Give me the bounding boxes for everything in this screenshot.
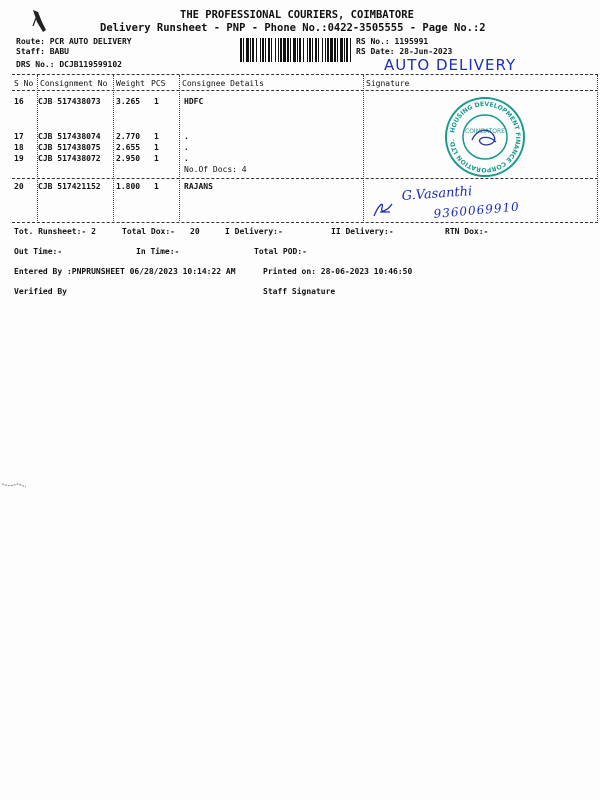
barcode-bar [260,38,261,62]
barcode-bar [322,38,323,62]
row-18-details: . [184,143,189,152]
signature-name: G.Vasanthi [401,184,473,204]
tot-runsheet: Tot. Runsheet:- 2 [14,227,96,236]
row-18-pcs: 1 [154,143,159,152]
barcode-bar [293,38,296,62]
row-17-weight: 2.770 [116,132,141,141]
barcode-bar [271,38,272,62]
barcode-bar [287,38,289,62]
barcode-bar [297,38,298,62]
printed-on: Printed on: 28-06-2023 10:46:50 [263,267,413,276]
barcode-bar [337,38,338,62]
barcode-bar [309,38,311,62]
receiver-signature [372,182,552,222]
barcode-bar [280,38,282,62]
barcode-bar [275,38,276,62]
row-19-pcs: 1 [154,154,159,163]
row-16-sno: 16 [14,97,24,106]
header-consignee: Consignee Details [182,79,264,88]
barcode-bar [325,38,326,62]
row-18-sno: 18 [14,143,24,152]
row-17-details: . [184,132,189,141]
barcode-bar [268,38,270,62]
barcode-bar [246,38,249,62]
no-of-docs: No.Of Docs: 4 [184,165,247,174]
barcode-bar [252,38,254,62]
table-bottom-rule [12,222,598,223]
barcode-bar [315,38,317,62]
in-time: In Time:- [136,247,180,256]
staff-signature: Staff Signature [263,287,336,296]
col-divider-4 [363,75,364,221]
barcode-bar [243,38,244,62]
row-18-weight: 2.655 [116,143,141,152]
row-19-details: . [184,154,189,163]
row-18-consignment: CJB 517438075 [38,143,101,152]
out-time: Out Time:- [14,247,63,256]
header-bottom-rule [12,90,598,91]
barcode-bar [250,38,251,62]
row-19-sno: 19 [14,154,24,163]
header-consignment: Consignment No [40,79,108,88]
table-top-rule [12,74,598,75]
barcode-bar [350,38,351,62]
row-20-pcs: 1 [154,182,159,191]
barcode-bar [240,38,242,62]
barcode-bar [318,38,319,62]
barcode-bar [346,38,348,62]
barcode-bar [299,38,301,62]
seal-ring-text: HOUSING DEVELOPMENT FINANCE CORPORATION LTD. [449,100,522,174]
col-divider-3 [179,75,180,221]
company-title: THE PROFESSIONAL COURIERS, COIMBATORE [180,9,414,21]
barcode-bar [334,38,336,62]
total-pod: Total POD:- [254,247,307,256]
row-16-consignment: CJB 517438073 [38,97,101,106]
row-17-pcs: 1 [154,132,159,141]
row-19-consignment: CJB 517438072 [38,154,101,163]
barcode-bar [340,38,343,62]
group-bottom-rule [12,178,598,179]
header-signature: Signature [366,79,410,88]
verified-by: Verified By [14,287,67,296]
drs-number: DRS No.: DCJB119599102 [16,60,122,69]
row-20-weight: 1.800 [116,182,141,191]
barcode-bar [262,38,264,62]
entered-by: Entered By :PNPRUNSHEET 06/28/2023 10:14:22 AM [14,267,236,276]
ii-delivery: II Delivery:- [331,227,394,236]
row-16-details: HDFC [184,97,204,106]
barcode-bar [303,38,304,62]
col-divider-right [597,75,598,221]
barcode-bar [256,38,257,62]
row-17-consignment: CJB 517438074 [38,132,101,141]
total-dox-value: 20 [190,227,200,236]
row-20-details: RAJANS [184,182,213,191]
barcode-bar [307,38,308,62]
i-delivery: I Delivery:- [225,227,283,236]
scan-smudge-mark [0,478,30,492]
row-19-weight: 2.950 [116,154,141,163]
barcode-image [240,38,354,62]
rs-date: RS Date: 28-Jun-2023 [356,47,453,56]
row-20-consignment: CJB 517421152 [38,182,101,191]
seal-center-text: COIMBATORE [465,128,505,135]
row-17-sno: 17 [14,132,24,141]
header-sno: S No [14,79,34,88]
barcode-bar [312,38,313,62]
runsheet-subtitle: Delivery Runsheet - PNP - Phone No.:0422-3505555 - Page No.:2 [100,22,486,34]
route-label: Route: PCR AUTO DELIVERY [16,37,132,46]
rs-number: RS No.: 1195991 [356,37,429,46]
barcode-bar [330,38,333,62]
staple-mark-icon [30,8,50,34]
auto-delivery-stamp: AUTO DELIVERY [384,56,517,74]
barcode-bar [344,38,345,62]
header-weight: Weight [116,79,145,88]
header-pcs: PCS [151,79,166,88]
col-divider-2 [113,75,114,221]
barcode-bar [327,38,329,62]
row-16-weight: 3.265 [116,97,141,106]
total-dox-label: Total Dox:- [122,227,175,236]
barcode-bar [278,38,279,62]
barcode-bar [283,38,286,62]
signature-phone: 9360069910 [433,199,521,221]
hdfc-seal-stamp [444,96,526,178]
row-20-sno: 20 [14,182,24,191]
barcode-bar [265,38,266,62]
barcode-bar [290,38,291,62]
row-16-pcs: 1 [154,97,159,106]
staff-label: Staff: BABU [16,47,69,56]
rtn-dox: RTN Dox:- [445,227,489,236]
